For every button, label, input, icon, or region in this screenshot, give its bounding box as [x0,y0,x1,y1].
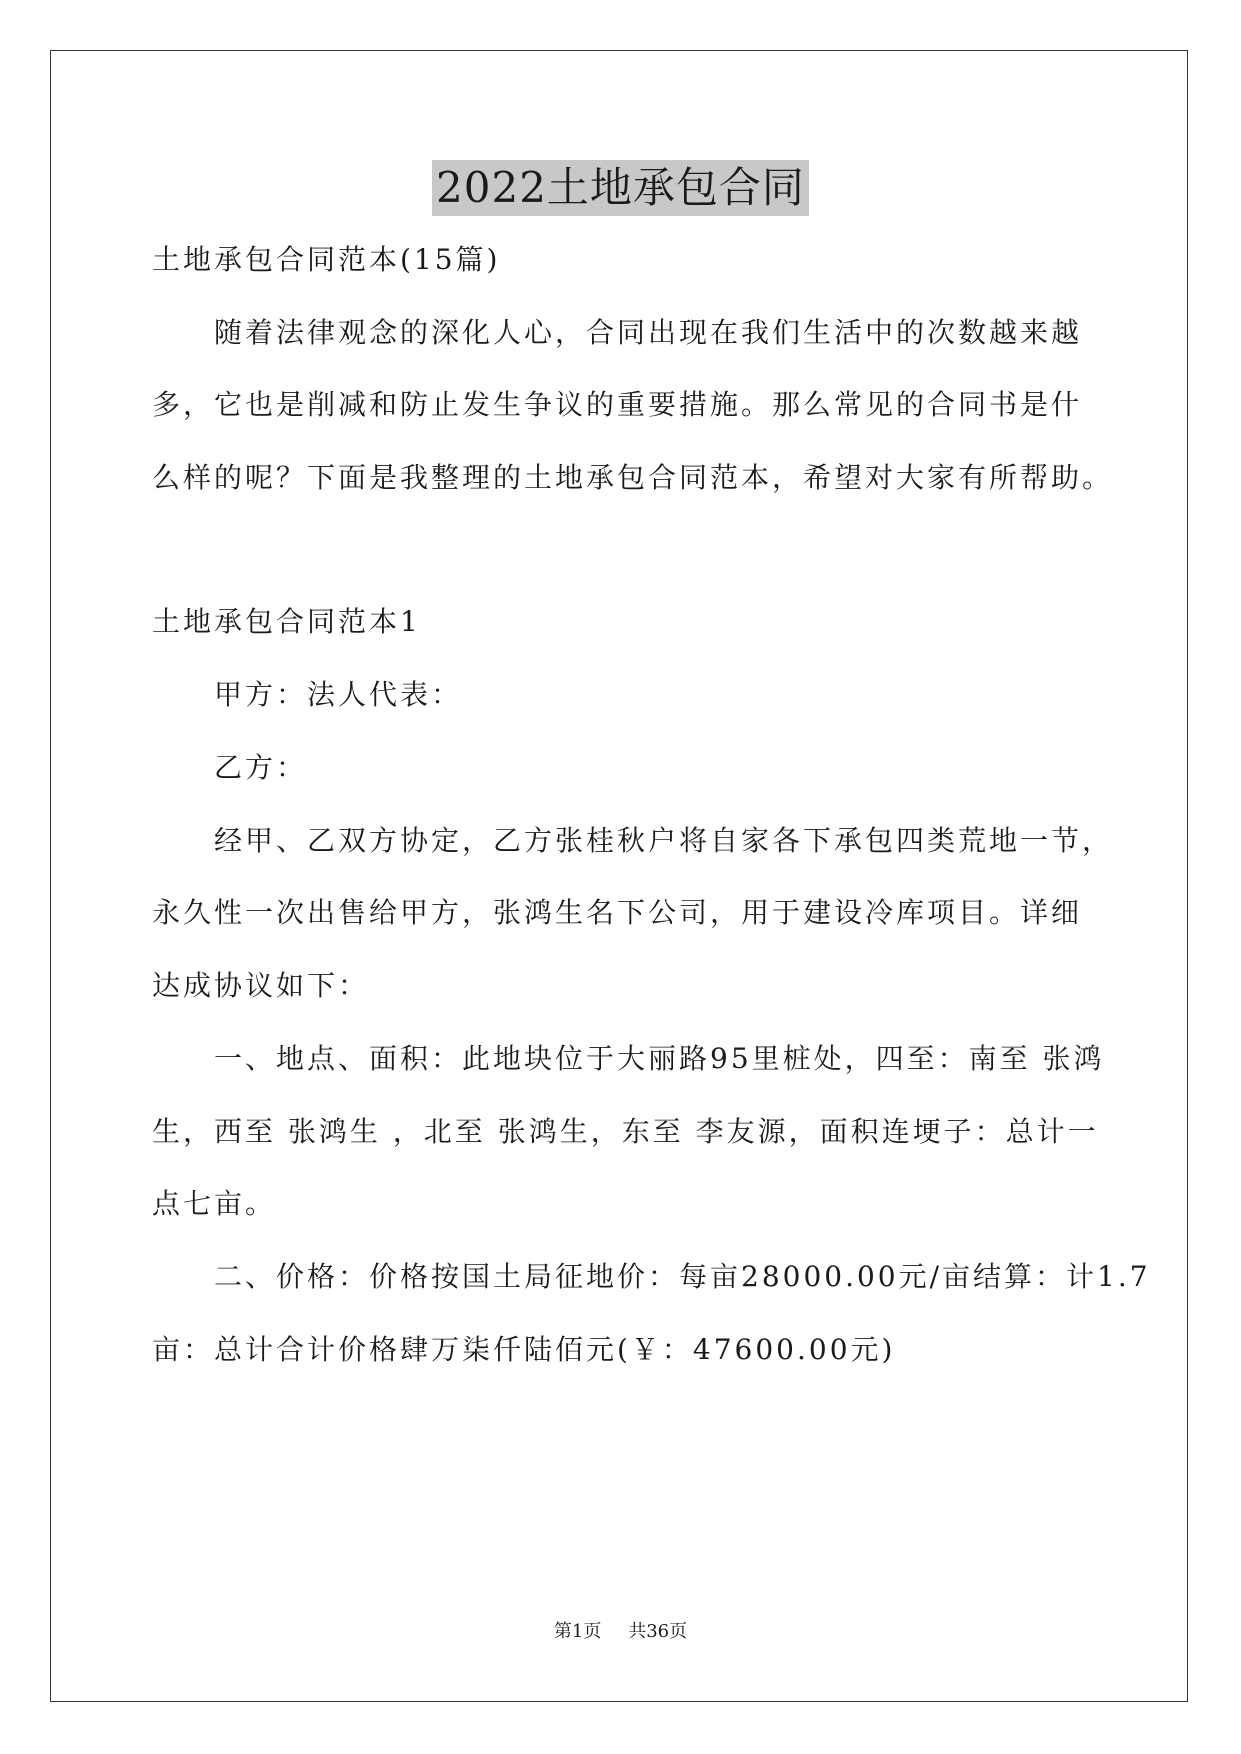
party-a-line: 甲方：法人代表： [214,678,463,711]
subtitle-line: 土地承包合同范本(15篇) [152,243,501,276]
clause-line: 亩：总计合计价格肆万柒仟陆佰元(￥：47600.00元) [152,1333,896,1366]
paragraph-line: 永久性一次出售给甲方，张鸿生名下公司，用于建设冷库项目。详细 [152,896,1083,929]
page-border [50,50,1188,1702]
paragraph-line: 经甲、乙双方协定，乙方张桂秋户将自家各下承包四类荒地一节， [214,824,1114,857]
document-title: 2022土地承包合同 [432,160,809,216]
section-heading: 土地承包合同范本1 [152,605,421,638]
title-container [0,160,1241,216]
clause-line: 点七亩。 [152,1187,277,1220]
page-total: 共36页 [628,1621,688,1642]
paragraph-line: 达成协议如下： [152,969,370,1002]
clause-line: 一、地点、面积：此地块位于大丽路95里桩处，四至：南至 张鸿 [214,1042,1105,1075]
clause-line: 二、价格：价格按国土局征地价：每亩28000.00元/亩结算：计1.7 [214,1260,1151,1293]
party-b-line: 乙方： [214,751,308,784]
page-number: 第1页 [553,1621,602,1642]
page-footer [0,1620,1241,1644]
clause-line: 生，西至 张鸿生 ，北至 张鸿生，东至 李友源，面积连埂子：总计一 [152,1115,1099,1148]
paragraph-line: 随着法律观念的深化人心，合同出现在我们生活中的次数越来越 [214,316,1083,349]
paragraph-line: 多，它也是削减和防止发生争议的重要措施。那么常见的合同书是什 [152,388,1083,421]
paragraph-line: 么样的呢？下面是我整理的土地承包合同范本，希望对大家有所帮助。 [152,461,1114,494]
